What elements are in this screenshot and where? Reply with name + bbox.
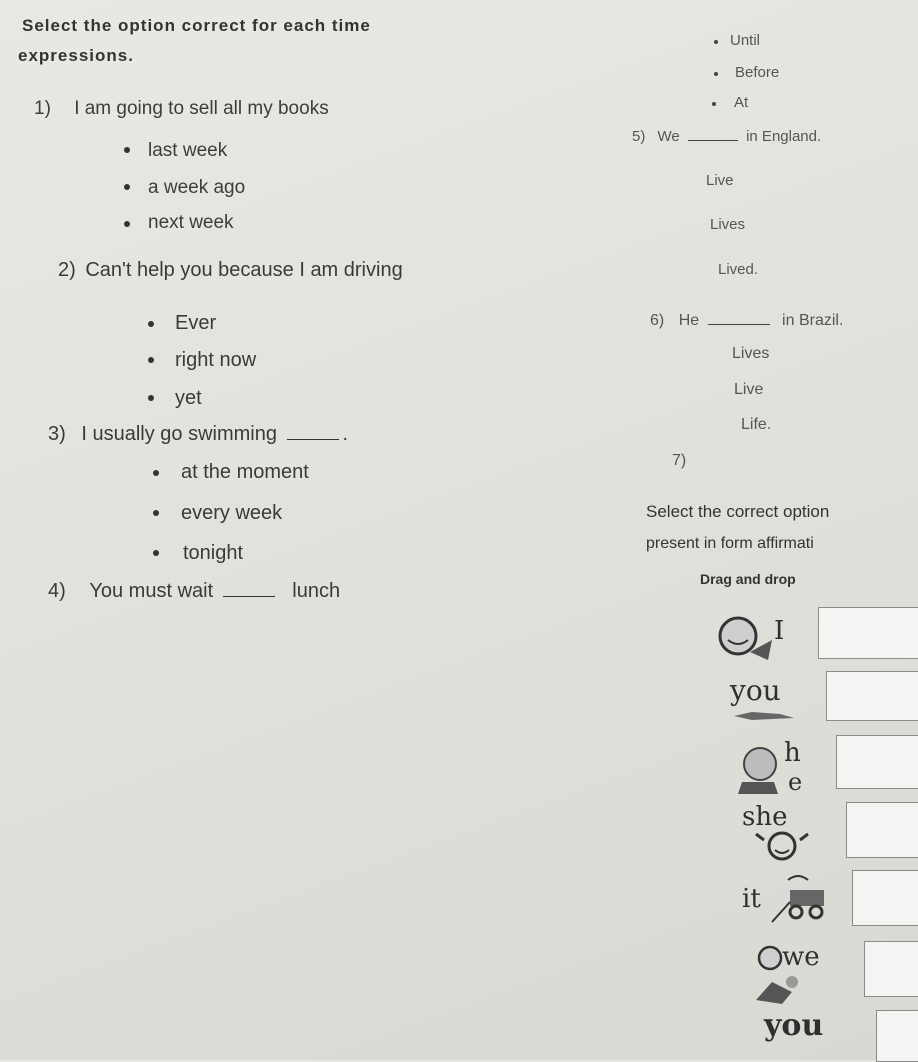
drop-box-3[interactable] — [836, 735, 918, 789]
question-7-number: 7) — [672, 452, 687, 469]
pronoun-word: you — [730, 674, 781, 707]
pronoun-i-card[interactable] — [708, 610, 798, 670]
pronoun-you-card[interactable] — [728, 674, 818, 722]
option-until[interactable]: Until — [730, 32, 761, 49]
pronoun-she-card[interactable] — [742, 802, 832, 864]
bullet — [148, 321, 154, 327]
drop-box-2[interactable] — [826, 671, 918, 721]
bullet — [712, 102, 716, 106]
q7-instruction-line-1: Select the correct option — [646, 502, 830, 521]
option-q5-live[interactable]: Live — [706, 172, 734, 189]
option-at[interactable]: At — [734, 94, 749, 111]
question-text: I usually go swimming — [81, 423, 277, 445]
option-q3-every-week[interactable]: every week — [181, 502, 283, 524]
answer-blank[interactable] — [223, 582, 275, 597]
boy-face-icon — [732, 742, 784, 798]
option-q3-tonight[interactable]: tonight — [183, 542, 244, 564]
pronoun-word: you — [764, 1008, 824, 1043]
question-suffix: in Brazil. — [782, 312, 844, 329]
question-5 — [632, 128, 821, 145]
drop-box-7[interactable] — [876, 1010, 918, 1062]
drop-box-5[interactable] — [852, 870, 918, 926]
question-text: He — [678, 312, 700, 329]
option-q2-yet[interactable]: yet — [175, 387, 202, 409]
girl-face-icon — [742, 830, 822, 864]
question-suffix: lunch — [292, 580, 341, 602]
bullet — [124, 221, 130, 227]
option-q1-next-week[interactable]: next week — [148, 212, 234, 233]
pronoun-word: we — [782, 942, 820, 972]
toy-wagon-icon — [768, 870, 838, 926]
bullet — [153, 510, 159, 516]
bullet — [124, 147, 130, 153]
option-q6-life[interactable]: Life. — [741, 416, 772, 433]
option-q1-last-week[interactable]: last week — [148, 140, 228, 161]
pronoun-word: she — [742, 802, 788, 832]
answer-blank[interactable] — [708, 312, 770, 325]
drop-box-6[interactable] — [864, 941, 918, 997]
pronoun-word: h — [784, 738, 801, 768]
bullet — [148, 357, 154, 363]
option-before[interactable]: Before — [735, 64, 780, 81]
bullet — [153, 550, 159, 556]
pronoun-you-plural-card[interactable] — [764, 1008, 844, 1058]
pronoun-we-card[interactable] — [752, 940, 842, 1006]
option-q3-at-the-moment[interactable]: at the moment — [181, 461, 309, 483]
answer-blank[interactable] — [287, 425, 339, 440]
question-1 — [34, 98, 329, 120]
question-3 — [48, 423, 348, 446]
question-text: I am going to sell all my books — [74, 98, 329, 119]
question-number: 3) — [48, 423, 66, 445]
question-4 — [48, 580, 340, 603]
question-number: 4) — [48, 580, 66, 602]
option-q2-ever[interactable]: Ever — [175, 312, 217, 334]
bullet — [148, 395, 154, 401]
pronoun-he-card[interactable] — [732, 738, 812, 798]
instruction-line-2: expressions. — [18, 46, 134, 65]
question-text: We — [657, 128, 680, 145]
question-2 — [58, 259, 403, 282]
question-text: You must wait — [89, 580, 214, 602]
option-q6-live[interactable]: Live — [734, 381, 764, 398]
option-q2-right-now[interactable]: right now — [175, 349, 257, 371]
option-q5-lives[interactable]: Lives — [710, 216, 746, 233]
pronoun-word: it — [742, 884, 761, 914]
drop-box-4[interactable] — [846, 802, 918, 858]
question-6 — [650, 312, 843, 330]
pronoun-word: e — [788, 768, 803, 796]
drop-box-1[interactable] — [818, 607, 918, 659]
instruction-line-1: Select the option correct for each time — [22, 16, 371, 35]
question-suffix: . — [342, 423, 349, 445]
pointing-hand-icon — [732, 708, 802, 722]
drag-and-drop-label: Drag and drop — [700, 571, 796, 587]
option-q5-lived[interactable]: Lived. — [718, 261, 759, 278]
question-suffix: in England. — [746, 128, 822, 145]
pronoun-word: I — [774, 616, 785, 646]
question-number: 6) — [650, 312, 665, 329]
bullet — [714, 40, 718, 44]
bullet — [153, 470, 159, 476]
question-number: 5) — [632, 128, 646, 145]
option-q6-lives[interactable]: Lives — [732, 345, 770, 362]
q7-instruction-line-2: present in form affirmati — [646, 535, 814, 552]
question-number: 1) — [34, 98, 51, 119]
pronoun-it-card[interactable] — [742, 870, 838, 928]
option-q1-a-week-ago[interactable]: a week ago — [148, 177, 246, 198]
question-number: 2) — [58, 259, 76, 281]
answer-blank[interactable] — [688, 128, 738, 141]
bullet — [124, 184, 130, 190]
bullet — [714, 72, 718, 76]
question-text: Can't help you because I am driving — [85, 259, 403, 281]
smiley-face-icon — [708, 610, 778, 666]
